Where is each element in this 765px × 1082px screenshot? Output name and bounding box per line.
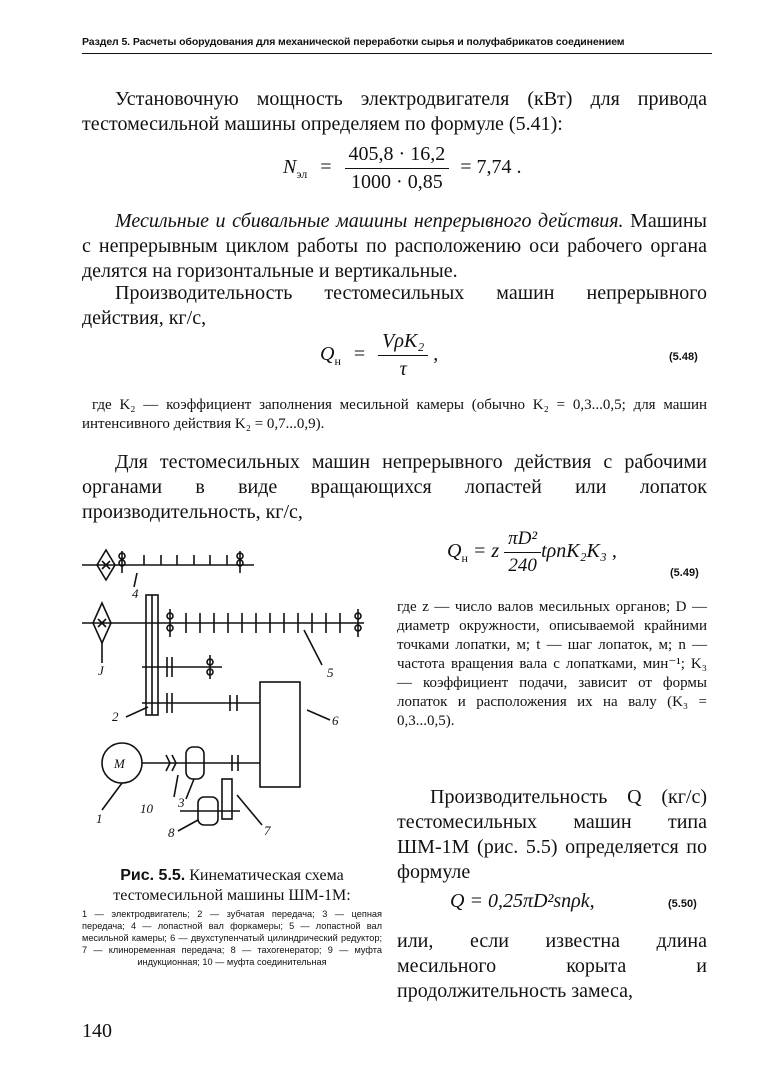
page-number: 140 [82,1020,112,1042]
tail-paragraph: или, если известна длина месильного корыта и продолжительность замеса, [397,930,707,1002]
kinematic-diagram [82,535,382,840]
label-j: J [98,663,104,678]
section-title: Месильные и сбивальные машины непрерывного действия. [115,210,624,232]
section-paragraph [82,209,707,284]
eq-power-lhs: N [283,156,297,179]
label-5: 5 [327,665,334,680]
eq-548-sub: н [334,354,341,369]
label-4: 4 [132,586,139,601]
where-5-48: где K₂ — коэффициент заполнения месильной камеры (обычно K₂ = 0,3...0,5; для машин интенсивного действия K₂ = 0,7...0,9). [82,397,707,432]
eq-power-equals: = [320,156,332,179]
eq-549-number: (5.49) [670,567,699,579]
productivity-paragraph: Производительность тестомесильных машин непрерывного действия, кг/с, [82,282,707,329]
shaft-4-bearing-left [119,551,125,573]
section-text: Машины с непрерывным циклом работы по расположению оси рабочего органа делятся на горизонтальные и вертикальные. [82,210,707,282]
eq-549-denominator: 240 [508,555,537,576]
eq-549-pre: = z [472,540,500,563]
shaft-4-bearing-right [237,551,243,573]
figure-caption [82,866,382,906]
eq-548-denominator: τ [399,358,407,380]
motor-label: М [114,756,125,771]
equation-5-48: $Q_н$ = $\frac{\text{VρK₂}}{\tau}$ , [320,330,439,380]
equation-5-50: Q = 0,25πD²snρk, [450,890,595,912]
shm-paragraph: Производительность Q (кг/с) тестомесильных машин типа ШМ-1М (рис. 5.5) определяется по формуле [397,786,707,883]
label-1: 1 [96,811,103,826]
label-7: 7 [264,823,271,838]
reducer-6 [260,682,300,787]
eq-549-numerator: πD² [504,528,541,553]
figure-caption-title: Кинематическая схема тестомесильной машины ШМ-1М: [113,867,351,904]
eq-548-lhs: Q [320,343,335,366]
eq-power-denominator: 1000 · 0,85 [351,171,443,193]
label-6: 6 [332,713,339,728]
label-10: 10 [140,801,153,816]
eq-power-fraction [345,143,450,194]
intro-paragraph: Установочную мощность электродвигателя (кВт) для привода тестомесильной машины определяем по формуле (5.41): [82,88,707,135]
eq-548-tail: , [433,343,439,366]
figure-legend: 1 — электродвигатель; 2 — зубчатая передача; 3 — цепная передача; 4 — лопастной вал форкамеры; 5 — лопастной вал месильной камеры; 6 — двухступенчатый цилиндрический редуктор; 7 — клиноременная передача; 8 — тахогенератор; 9 — муфта индукционная; 10 — муфта соединительная [82,909,382,967]
label-8: 8 [168,825,175,840]
header-rule [82,53,712,54]
eq-power-numerator: 405,8 · 16,2 [345,143,450,169]
figure-caption-label: Рис. 5.5. [120,867,186,884]
equation-5-49 [447,528,617,577]
eq-549-lhs: Q [447,540,462,563]
eq-550-number: (5.50) [668,898,697,910]
belt-drive-7 [222,779,232,819]
eq-548-fraction [378,330,428,381]
blades-paragraph: Для тестомесильных машин непрерывного действия с рабочими органами в виде вращающихся лопастей или лопаток производительность, кг/с, [82,451,707,523]
eq-548-numerator: VρK₂ [378,330,428,356]
where-5-49: где z — число валов месильных органов; D — диаметр окружности, описываемой крайними точками лопатки, м; t — шаг лопаток, м; n — частота вращения вала с лопатками, мин⁻¹; K₃ — коэффициент подачи, зависит от формы лопаток и расположения их на валу (K₃ = 0,3...0,5). [397,599,707,729]
eq-power-sub: эл [296,167,308,182]
eq-549-fraction [504,528,541,577]
eq-549-sub: н [461,551,468,566]
shaft-4-blades [144,555,227,565]
label-2: 2 [112,709,119,724]
running-header: Раздел 5. Расчеты оборудования для механической переработки сырья и полуфабрикатов соединением [82,36,625,48]
label-3: 3 [178,795,185,810]
eq-549-post: tρnK₂K₃ , [541,540,617,563]
equation-power [283,143,522,194]
eq-548-number: (5.48) [669,351,698,363]
eq-power-result: = 7,74 . [460,156,522,179]
